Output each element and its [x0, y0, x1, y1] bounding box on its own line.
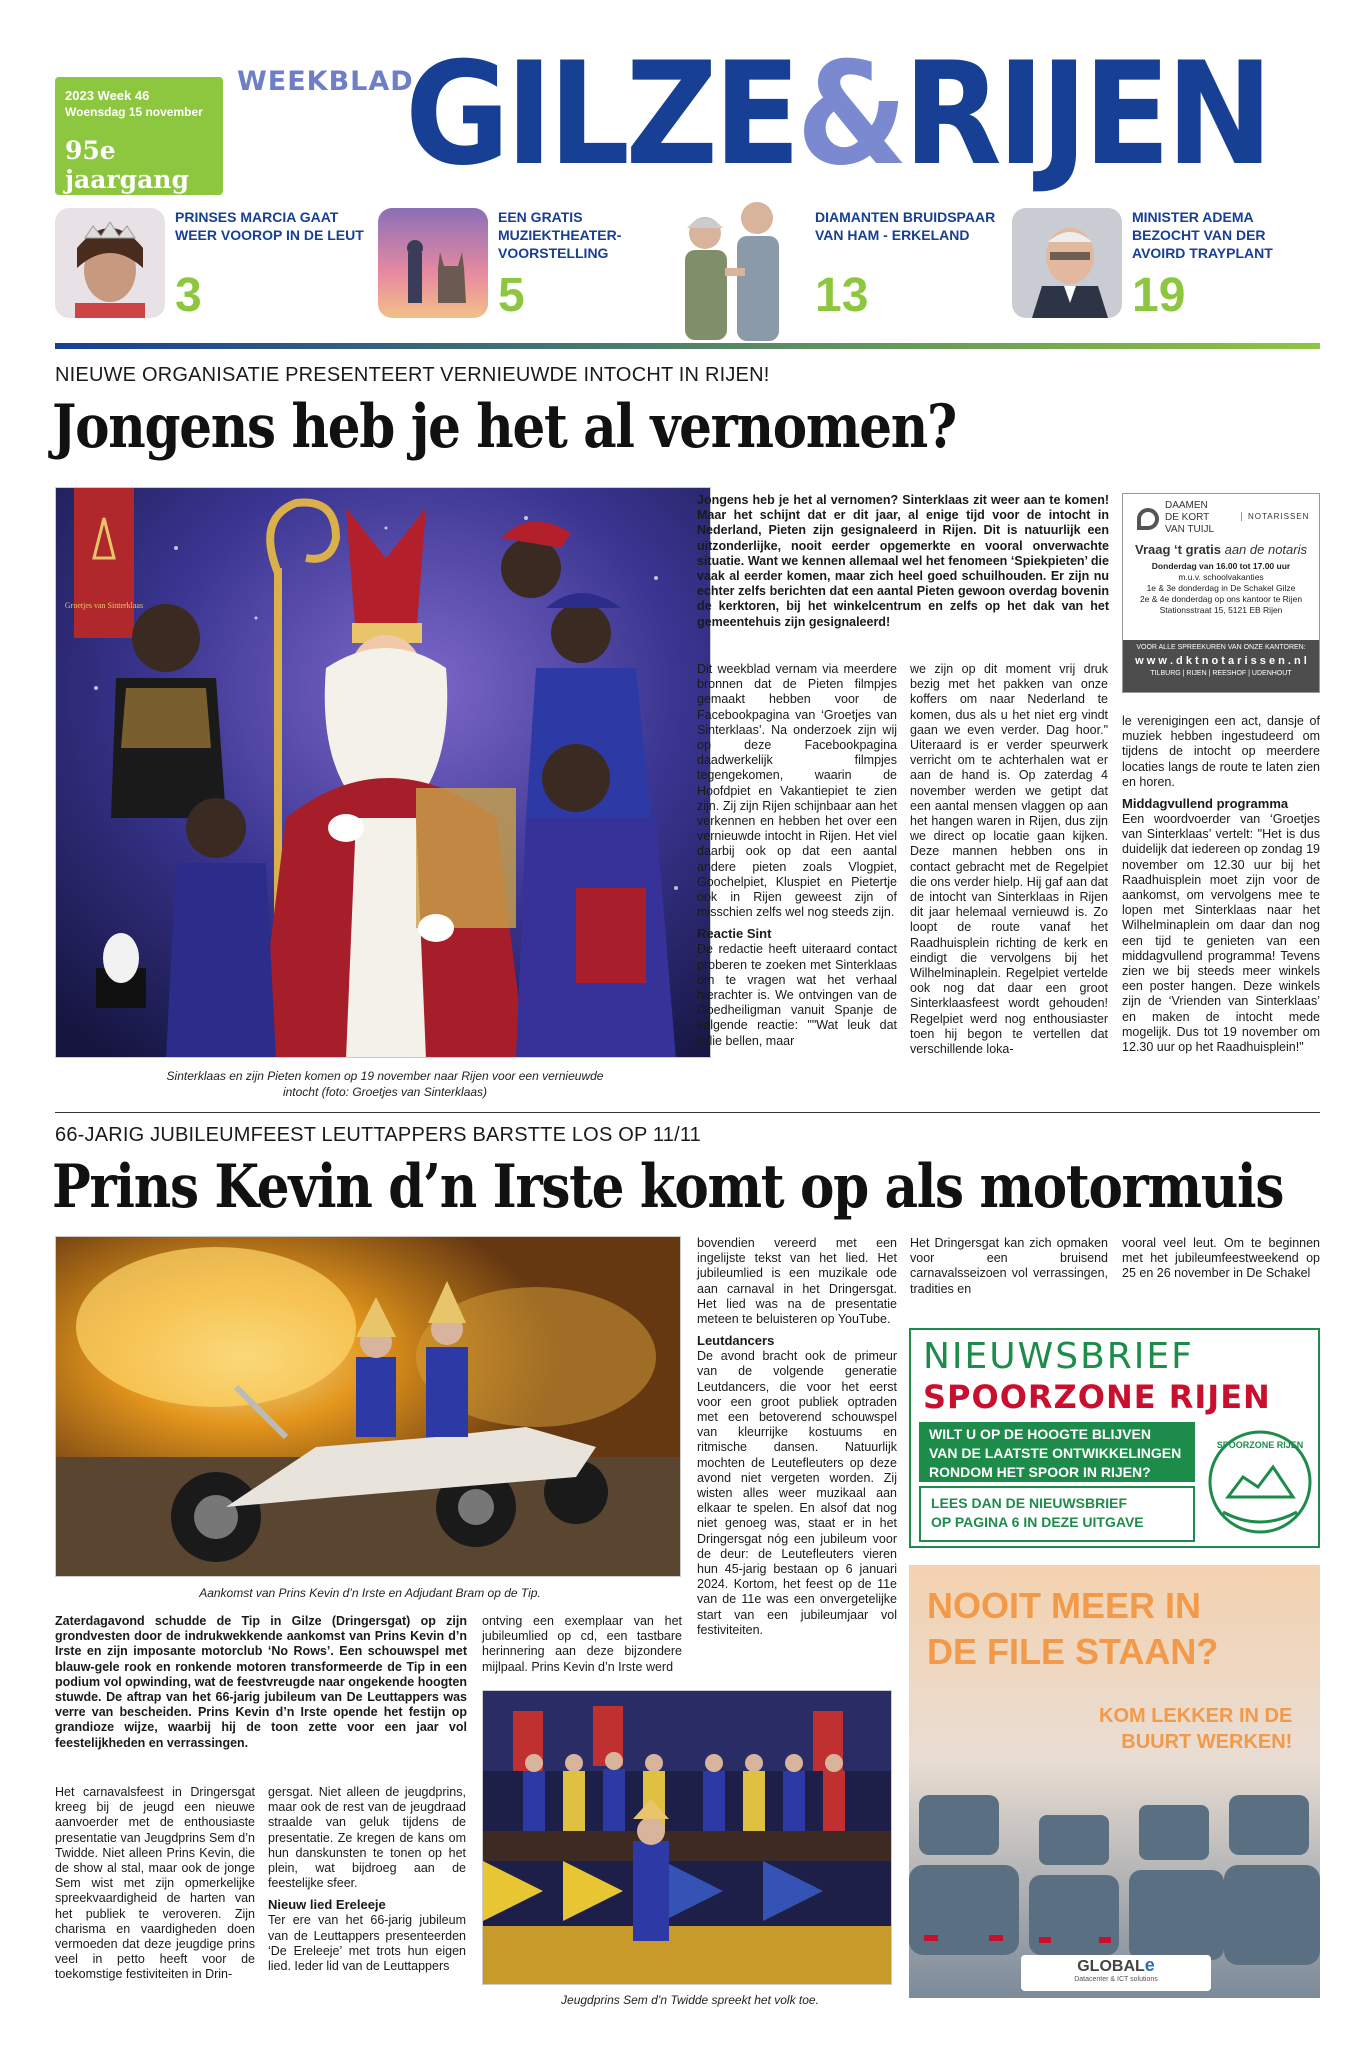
teaser-photo [665, 188, 805, 343]
edition-box [55, 77, 223, 195]
article2-col4-text: bovendien vereerd met een ingelijste tekst van het lied. Het jubileumlied is een muzikale ode aan carnaval in het Dringersgat. Het lied was na de presentatie meteen te beluisteren op YouTube. [697, 1236, 897, 1327]
notary-hours-2: m.u.v. schoolvakanties [1178, 572, 1264, 582]
notary-hours-4: 2e & 4e donderdag op ons kantoor te Rijen [1139, 594, 1303, 604]
newsletter-ad[interactable] [909, 1328, 1320, 1548]
newsletter-q1: WILT U OP DE HOOGTE BLIJVEN [929, 1426, 1151, 1442]
teaser-text: MINISTER ADEMA BEZOCHT VAN DER AVOIRD TRAYPLANT [1132, 209, 1273, 261]
edition-jaargang: 95e jaargang [65, 136, 189, 194]
title-amp: & [796, 32, 904, 197]
teaser-text: EEN GRATIS MUZIEKTHEATER-VOORSTELLING [498, 209, 622, 261]
global-logo-e: e [1144, 1955, 1155, 1975]
article2-caption: Aankomst van Prins Kevin d’n Irste en Adjudant Bram op de Tip. [199, 1586, 541, 1600]
weekblad-label: WEEKBLAD [237, 66, 414, 97]
article2-kicker: 66-JARIG JUBILEUMFEEST LEUTTAPPERS BARSTTE LOS OP 11/11 [55, 1124, 702, 1146]
teaser-page: 13 [815, 269, 869, 322]
spoorzone-logo-icon [1203, 1422, 1317, 1542]
notary-other: VOOR ALLE SPREEKUREN VAN ONZE KANTOREN: [1136, 644, 1306, 651]
global-ad-sub-1: KOM LEKKER IN DE [1099, 1705, 1293, 1727]
article1-col3-text: le verenigingen een act, dansje of muziek hebben ingestudeerd om tijdens de intocht op meerdere locaties langs de route te laten zien en horen. [1122, 714, 1320, 789]
global-logo-text: GLOBAL [1077, 1958, 1145, 1975]
notary-hours [1123, 561, 1319, 616]
newsletter-r2: OP PAGINA 6 IN DEZE UITGAVE [931, 1514, 1144, 1530]
teaser-muziektheater[interactable] [378, 208, 696, 326]
teaser-page: 5 [498, 269, 525, 322]
notary-ask-1: Vraag ‘t gratis [1134, 542, 1221, 557]
article2-headline[interactable]: Prins Kevin d’n Irste komt op als motormuis [52, 1152, 1284, 1222]
teaser-diamanten-bruidspaar[interactable] [665, 208, 995, 326]
notary-ad[interactable] [1122, 493, 1320, 693]
global-logo[interactable] [1021, 1955, 1211, 1991]
notary-ask [1123, 542, 1319, 557]
article2-col6-text: vooral veel leut. Om te beginnen met het jubileumfeestweekend op 25 en 26 november in De Schakel [1122, 1236, 1320, 1281]
notary-logo-icon [1137, 508, 1159, 530]
article2-col5-text: Het Dringersgat kan zich opmaken voor een bruisend carnavalsseizoen vol verrassingen, tradities en [910, 1236, 1108, 1296]
article2-col4b-text: De avond bracht ook de primeur van de volgende generatie Leutdancers, die voor het eerst voor een groot publiek optraden met een betoverend schouwspel van kleurrijke kostuums en ritmische dansen. Natuurlijk mochten de Leutefleuters op deze avond niet vergeten worden. Zij wisten alles weer muzikaal aan elkaar te spelen. En alsof dat nog niet genoeg was, staat er in het Dringersgat nóg een jubileum voor de deur: de Leutefleuters vieren hun 45-jarig bestaan op 6 januari 2024. Kortom, het feest op de 11e van de 11e was een onvergetelijke start van een jubileumjaar vol festiviteiten. [697, 1349, 897, 1637]
edition-week: 2023 Week 46 [65, 88, 150, 103]
article2-col2-text: gersgat. Niet alleen de jeugdprins, maar ook de rest van de jeugdraad straalde van geluk tijdens de presentatie. Ze kregen de kans om hun danskunsten te tonen op het plein, wat bijdroeg aan de feestelijke sfeer. [268, 1785, 466, 1891]
article1-column-1 [697, 662, 897, 1049]
notary-footer [1123, 640, 1319, 692]
article1-col1-text: Dit weekblad vernam via meerdere bronnen dat de Pieten filmpjes gemaakt hebben voor de Facebookpagina van ‘Groetjes van Sinterklaas’. Na onderzoek zijn wij op deze Facebookpagina daadwerkelijk filmpjes tegengekomen, waarin de Hoofdpiet en Vakantiepiet te zien zijn. Zij zijn Rijen schijnbaar aan het verkennen en hebben het over een vernieuwde intocht in Rijen. Het viel daarbij ook op dat een aantal andere pieten zoals Vlogpiet, Goochelpiet, Kluspiet en Pietertje ook in Rijen geweest zijn of misschien zelfs wel nog steeds zijn. [697, 662, 897, 920]
notary-names [1165, 500, 1214, 536]
newsletter-q2: VAN DE LAATSTE ONTWIKKELINGEN [929, 1445, 1182, 1461]
article1-column-3 [1122, 714, 1320, 1055]
spoorzone-logo-text: SPOORZONE RIJEN [1216, 1440, 1304, 1450]
newsletter-title: NIEUWSBRIEF [923, 1336, 1194, 1377]
article2-col3-text: ontving een exemplaar van het jubileumlied op cd, een tastbare herinnering aan deze bijzondere mijlpaal. Prins Kevin d’n Irste werd [482, 1614, 682, 1674]
teaser-minister-adema[interactable] [1012, 208, 1330, 326]
article2-photo-2 [482, 1690, 892, 1985]
global-ad-headline-1: NOOIT MEER IN [927, 1585, 1202, 1626]
article1-col2-text: we zijn op dit moment vrij druk bezig met het pakken van onze koffers om naar Nederland te komen, dus als u het niet erg vindt gaan we even verder. Dag hoor." Uiteraard is er verder speurwerk verricht om te achterhalen wat er aan de hand is. Op zaterdag 4 november werden we getipt dat een aantal mensen vlaggen op aan het hangen waren in Rijen, dus zijn we direct op locatie gaan kijken. Deze mannen hebben ons in contact gebracht met de Regelpiet die ons verder hielp. Hij gaf aan dat de intocht van Sinterklaas in Rijen dit jaar helemaal vernieuwd is. Zo loopt de route vanaf het Raadhuisplein richting de kerk en eindigt die vervolgens bij het Wilhelminaplein. Regelpiet vertelde ook nog dat daar een groot Sinterklaasfeest wordt gehouden! Regelpiet werd nog enthousiaster toen hij begon te vertellen dat verschillende loka- [910, 662, 1108, 1057]
global-ad-headline-2: DE FILE STAAN? [927, 1631, 1219, 1672]
article2-column-3 [482, 1614, 682, 1675]
newsletter-question [919, 1422, 1195, 1482]
article2-caption-2: Jeugdprins Sem d’n Twidde spreekt het volk toe. [561, 1993, 819, 2007]
teaser-photo [378, 208, 488, 318]
edition-date: Woensdag 15 november [65, 105, 203, 119]
newsletter-q3: RONDOM HET SPOOR IN RIJEN? [929, 1464, 1151, 1480]
article2-col2b-text: Ter ere van het 66-jarig jubileum van de Leuttappers presenteerden ‘De Ereleeje’ met trots hun eigen lied. Ieder lid van de Leuttappers [268, 1913, 466, 1974]
article2-lead: Zaterdagavond schudde de Tip in Gilze (Dringersgat) op zijn grondvesten door de indrukwekkende aankomst van Prins Kevin d’n Irste en zijn imposante motorclub ‘No Rows’. Een schouwspel met blauw-gele rook en ronkende motoren transformeerde de Tip in een podium vol opwinding, wat de feestvreugde naar ongekende hoogten stuwde. De aftrap van het 66-jarig jubileum van De Leuttappers was verre van bescheiden. Prins Kevin d’n Irste opende het festijn op grandioze wijze, waarbij hij de toon zette voor een jaar vol feestelijkheden en verrassingen. [55, 1614, 467, 1750]
article2-column-5 [910, 1236, 1108, 1297]
newspaper-title [405, 32, 1269, 197]
global-ad-sub-2: BUURT WERKEN! [1121, 1731, 1293, 1753]
article1-col3b-text: Een woordvoerder van ‘Groetjes van Sinterklaas’ vertelt: "Het is dus duidelijk dat iedereen op zondag 19 november om 12.30 uur bij het Raadhuisplein moet zijn voor de aankomst, om vervolgens mee te lopen met Sinterklaas naar het Wilhelminaplein om daar dan nog een tijd te genieten van een middagvullend programma! Tevens zien we bij steeds meer winkels een poster hangen. Deze winkels zijn de ‘Vrienden van Sinterklaas’ en maken de intocht mede mogelijk. Dus tot 19 november om 12.30 uur op het Raadhuisplein!" [1122, 812, 1320, 1055]
article2-col1-text: Het carnavalsfeest in Dringersgat kreeg bij de jeugd een nieuwe aanvoerder met de enthousiaste presentatie van Jeugdprins Sem d’n Twidde. Niet alleen Prins Kevin, die de show al stal, maar ook de jonge Sem wist met zijn opmerkelijke spreekvaardigheid de harten van het publiek te veroveren. Zijn charisma en vaardigheden doen vermoeden dat deze jeugdige prins veel in petto heeft voor de toekomstige festiviteiten in Drin- [55, 1785, 255, 1982]
title-right: RIJEN [903, 32, 1269, 197]
article2-subhead-leutdancers: Leutdancers [697, 1333, 775, 1349]
notary-url[interactable]: w w w . d k t n o t a r i s s e n . n l [1135, 655, 1307, 667]
article2-subhead-ereleeje: Nieuw lied Ereleeje [268, 1897, 386, 1913]
newsletter-subtitle: SPOORZONE RIJEN [923, 1378, 1271, 1416]
teaser-prinses-marcia[interactable] [55, 208, 373, 326]
notary-ask-2: aan de notaris [1224, 542, 1307, 557]
article1-col1b-text: De redactie heeft uiteraard contact proberen te zoeken met Sinterklaas om te vragen wat het verhaal hierachter is. We ontvingen van de Goedheiligman vanuit Spanje de volgende reactie: ""Wat leuk dat jullie bellen, maar [697, 942, 897, 1048]
global-ad-headline [927, 1583, 1218, 1675]
article2-column-1 [55, 1785, 255, 1983]
notary-name-2: DE KORT [1165, 512, 1210, 523]
banner-text: Groetjes van Sinterklaas [64, 601, 144, 610]
teaser-text: PRINSES MARCIA GAAT WEER VOOROP IN DE LEUT [175, 209, 364, 243]
notary-places: TILBURG | RIJEN | REESHOF | UDENHOUT [1150, 670, 1292, 677]
article2-photo [55, 1236, 681, 1577]
newsletter-answer [919, 1486, 1195, 1542]
teaser-page: 19 [1132, 269, 1186, 322]
article1-lead: Jongens heb je het al vernomen? Sinterklaas zit weer aan te komen! Maar het schijnt dat er dit jaar, al enige tijd voor de intocht in Nederland, Pieten zijn gesignaleerd in Rijen. Dit is natuurlijk een uitzonderlijke, nooit eerder opgemerkte en vooral onverwachte situatie. Want we kennen allemaal wel het fenomeen ‘Spiekpieten’ die vaak al eerder komen, maar zich heel goed schuilhouden. Er zijn nu echter zelfs berichten dat een aantal Pieten gewoon overdag bovenin de kerktoren, bij het winkelcentrum en zelfs op het dak van het gemeentehuis zijn gesignaleerd! [697, 493, 1109, 629]
teaser-text: DIAMANTEN BRUIDSPAAR VAN HAM - ERKELAND [815, 209, 996, 243]
notary-name-1: DAAMEN [1165, 500, 1208, 511]
article1-photo [55, 487, 711, 1058]
article1-kicker: NIEUWE ORGANISATIE PRESENTEERT VERNIEUWDE INTOCHT IN RIJEN! [55, 364, 770, 386]
article1-subhead-reactie: Reactie Sint [697, 926, 772, 942]
notary-name-3: VAN TUIJL [1165, 524, 1215, 535]
article1-headline[interactable]: Jongens heb je het al vernomen? [52, 392, 956, 462]
global-ad-subline [1099, 1703, 1292, 1755]
notary-label: NOTARISSEN [1241, 512, 1309, 521]
notary-address: Stationsstraat 15, 5121 EB Rijen [1159, 605, 1283, 615]
article2-column-2 [268, 1785, 466, 1974]
section-divider [55, 1112, 1320, 1113]
article2-column-6 [1122, 1236, 1320, 1282]
newsletter-r1: LEES DAN DE NIEUWSBRIEF [931, 1495, 1128, 1511]
notary-hours-3: 1e & 3e donderdag in De Schakel Gilze [1146, 583, 1296, 593]
teaser-photo [1012, 208, 1122, 318]
teaser-photo [55, 208, 165, 318]
title-left: GILZE [405, 32, 797, 197]
article2-column-4 [697, 1236, 897, 1638]
article1-subhead-middag: Middagvullend programma [1122, 796, 1289, 812]
global-logo-sub: Datacenter & ICT solutions [1074, 1976, 1158, 1983]
article1-caption: Sinterklaas en zijn Pieten komen op 19 november naar Rijen voor een vernieuwde intocht (foto: Groetjes van Sinterklaas) [166, 1069, 604, 1099]
global-ad[interactable] [909, 1565, 1320, 1998]
article1-column-2 [910, 662, 1108, 1057]
masthead-rule [55, 343, 1320, 349]
notary-hours-1: Donderdag van 16.00 tot 17.00 uur [1151, 561, 1291, 571]
teaser-page: 3 [175, 269, 202, 322]
